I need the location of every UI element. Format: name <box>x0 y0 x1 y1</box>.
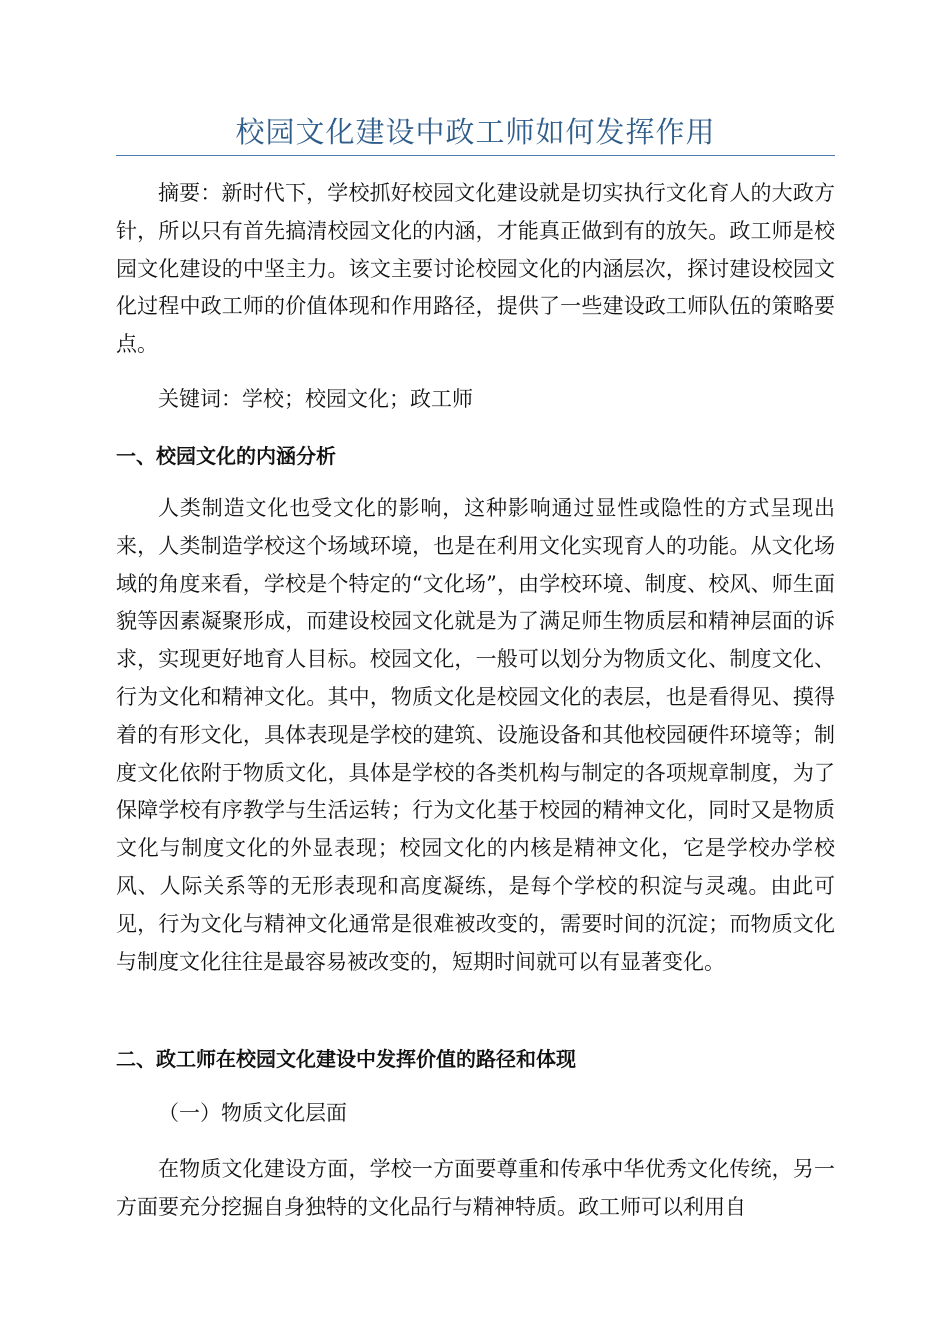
subsection-heading-1: （一）物质文化层面 <box>158 1101 347 1125</box>
abstract-paragraph: 摘要：新时代下，学校抓好校园文化建设就是切实执行文化育人的大政方针，所以只有首先搞清校园文化的内涵，才能真正做到有的放矢。政工师是校园文化建设的中坚主力。该文主要讨论校园文化的内涵层次，探讨建设校园文化过程中政工师的价值体现和作用路径，提供了一些建设政工师队伍的策略要点。 <box>116 181 835 357</box>
keywords-line: 关键词：学校；校园文化；政工师 <box>158 387 473 411</box>
section-1-paragraph: 人类制造文化也受文化的影响，这种影响通过显性或隐性的方式呈现出来，人类制造学校这个场域环境，也是在利用文化实现育人的功能。从文化场域的角度来看，学校是个特定的“文化场”，由学校环境、制度、校风、师生面貌等因素凝聚形成，而建设校园文化就是为了满足师生物质层和精神层面的诉求，实现更好地育人目标。校园文化，一般可以划分为物质文化、制度文化、行为文化和精神文化。其中，物质文化是校园文化的表层，也是看得见、摸得着的有形文化，具体表现是学校的建筑、设施设备和其他校园硬件环境等；制度文化依附于物质文化，具体是学校的各类机构与制定的各项规章制度，为了保障学校有序教学与生活运转；行为文化基于校园的精神文化，同时又是物质文化与制度文化的外显表现；校园文化的内核是精神文化，它是学校办学校风、人际关系等的无形表现和高度凝练，是每个学校的积淀与灵魂。由此可见，行为文化与精神文化通常是很难被改变的，需要时间的沉淀；而物质文化与制度文化往往是最容易被改变的，短期时间就可以有显著变化。 <box>116 496 835 974</box>
section-2-paragraph: 在物质文化建设方面，学校一方面要尊重和传承中华优秀文化传统，另一方面要充分挖掘自身独特的文化品行与精神特质。政工师可以利用自 <box>116 1157 835 1219</box>
document-title: 校园文化建设中政工师如何发挥作用 <box>235 115 716 149</box>
section-heading-2: 二、政工师在校园文化建设中发挥价值的路径和体现 <box>116 1047 576 1071</box>
section-heading-1: 一、校园文化的内涵分析 <box>116 444 336 468</box>
title-underline <box>116 155 835 156</box>
